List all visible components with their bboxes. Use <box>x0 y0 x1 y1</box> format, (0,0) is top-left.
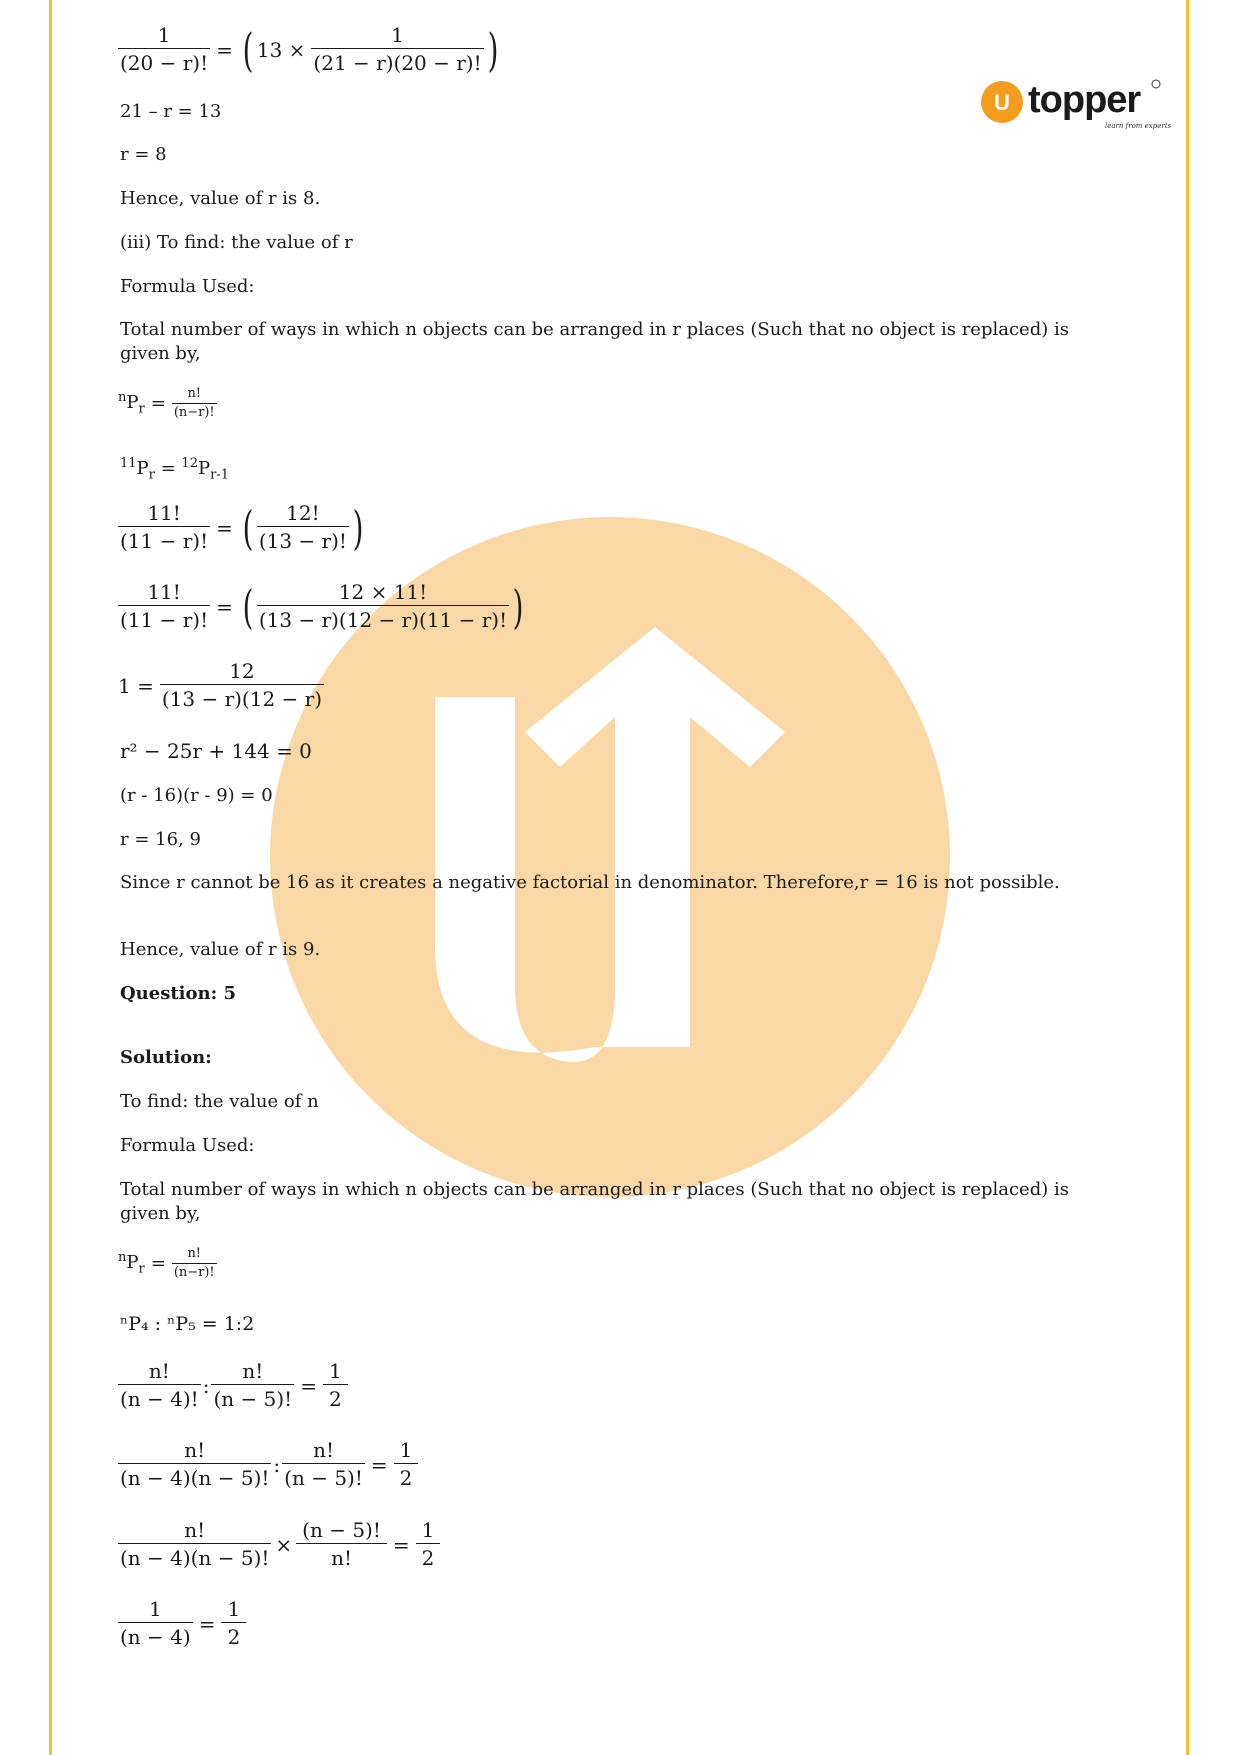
question-heading: Question: 5 <box>120 983 237 1004</box>
text-line: Formula Used: <box>120 276 255 297</box>
logo-mark: U <box>994 90 1010 115</box>
equation-6: $\frac{n!}{(n - 4)!}$ : $\frac{n!}{(n - 5)!}$ = $\frac{1}{2}$ <box>118 1358 348 1413</box>
equation-3: $\frac{11!}{(11 - r)!}$ = ( $\frac{12 \times 11!}{(13 - r)(12 - r)(11 - r)!}$ ) <box>120 579 524 634</box>
permutation-equation: $^{11}P_r = ^{12}P_{r-1}$ <box>120 456 229 483</box>
equation-9: $\frac{1}{(n - 4)}$ = $\frac{1}{2}$ <box>118 1596 246 1651</box>
text-line: Hence, value of r is 9. <box>120 939 321 960</box>
paragraph: Total number of ways in which n objects can be arranged in r places (Such that no object is replaced) is given by, <box>120 319 1069 364</box>
ratio-equation: ⁿP₄ : ⁿP₅ = 1:2 <box>120 1313 255 1335</box>
quadratic-equation: r² − 25r + 144 = 0 <box>120 739 312 763</box>
equation-7: $\frac{n!}{(n - 4)(n - 5)!}$ : $\frac{n!}{(n - 5)!}$ = $\frac{1}{2}$ <box>118 1437 418 1492</box>
equation-1: $\frac{1}{(20 - r)!}$ = ( 13 × $\frac{1}{(21 - r)(20 - r)!}$ ) <box>120 22 499 77</box>
solution-heading: Solution: <box>120 1047 212 1068</box>
logo-wordmark: topper <box>1028 79 1141 121</box>
text-line: (iii) To find: the value of r <box>120 232 353 253</box>
text-line: (r - 16)(r - 9) = 0 <box>120 785 273 806</box>
registered-icon <box>1152 80 1160 88</box>
text-line: Formula Used: <box>120 1135 255 1156</box>
text-line: r = 8 <box>120 144 167 165</box>
equation-8: $\frac{n!}{(n - 4)(n - 5)!}$ × $\frac{(n - 5)!}{n!}$ = $\frac{1}{2}$ <box>118 1517 440 1572</box>
text-line: r = 16, 9 <box>120 829 201 850</box>
npr-formula: $^nP_r$ = $\frac{n!}{(n-r)!}$ <box>118 1246 215 1280</box>
text-line: Hence, value of r is 8. <box>120 188 321 209</box>
npr-formula: $^nP_r$ = $\frac{n!}{(n-r)!}$ <box>118 386 215 420</box>
logo-tagline: learn from experts <box>1105 122 1172 130</box>
topper-logo <box>980 78 1172 134</box>
text-line: To find: the value of n <box>120 1091 319 1112</box>
equation-4: 1 = $\frac{12}{(13 - r)(12 - r)}$ <box>118 659 323 711</box>
paragraph: Total number of ways in which n objects can be arranged in r places (Such that no object is replaced) is given by, <box>120 1179 1069 1224</box>
equation-2: $\frac{11!}{(11 - r)!}$ = ( $\frac{12!}{(13 - r)!}$ ) <box>120 500 364 555</box>
paragraph: Since r cannot be 16 as it creates a negative factorial in denominator. Therefore,r = 16 is not possible. <box>120 872 1060 893</box>
text-line: 21 – r = 13 <box>120 101 222 122</box>
